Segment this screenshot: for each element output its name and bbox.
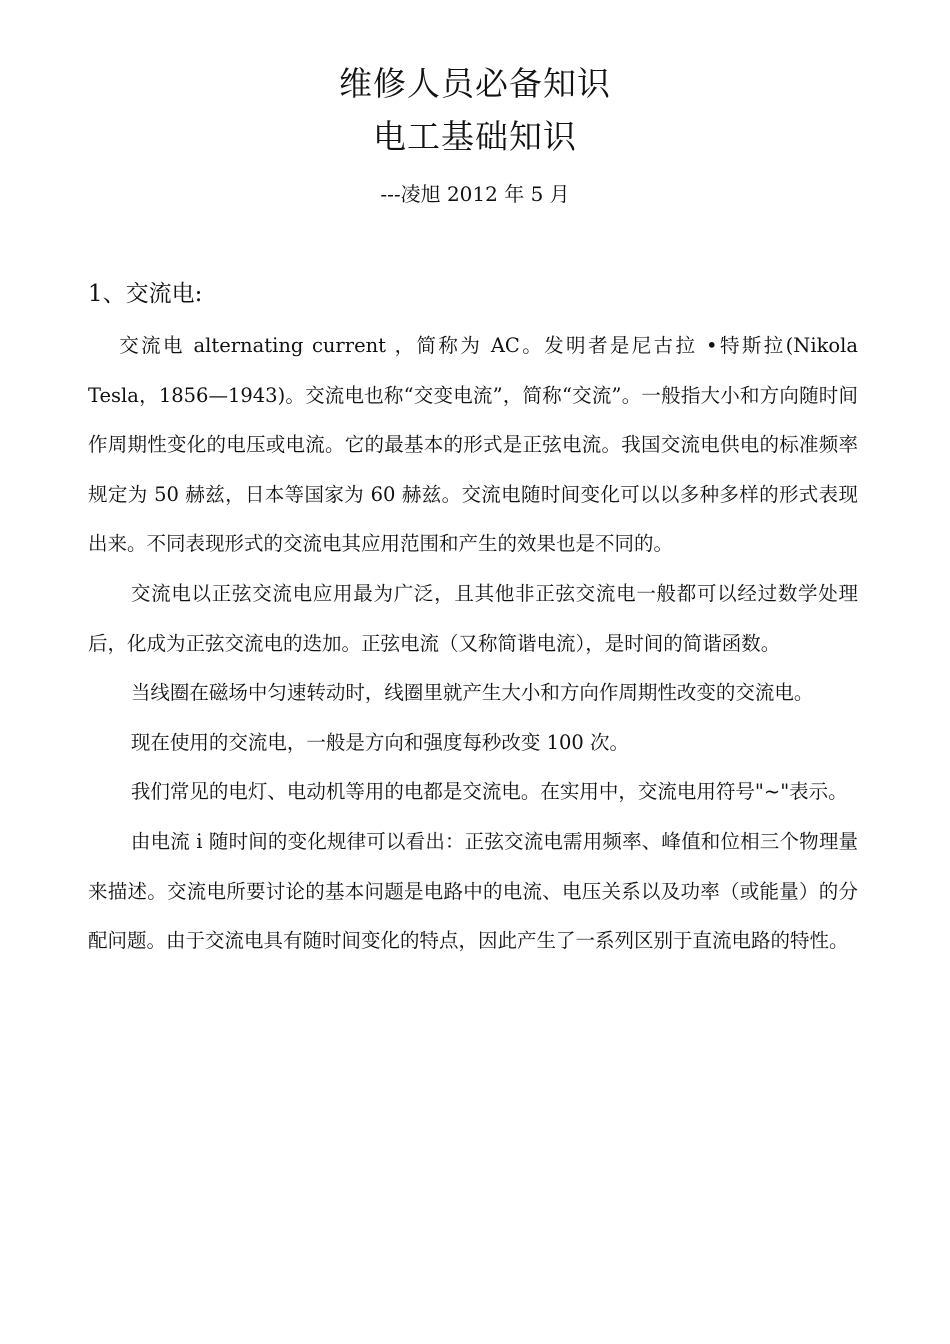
paragraph-2: 交流电以正弦交流电应用最为广泛，且其他非正弦交流电一般都可以经过数学处理后，化成为正弦交流电的迭加。正弦电流（又称简谐电流），是时间的简谐函数。 — [88, 581, 858, 655]
section-heading: 1、交流电: — [88, 281, 203, 307]
paragraph-4: 现在使用的交流电，一般是方向和强度每秒改变 100 次。 — [130, 730, 630, 754]
document-title-line-1: 维修人员必备知识 — [339, 64, 611, 103]
paragraph-3: 当线圈在磁场中匀速转动时，线圈里就产生大小和方向作周期性改变的交流电。 — [130, 681, 814, 705]
body-text — [88, 321, 858, 966]
paragraph-1: 交流电 alternating current ，简称为 AC。发明者是尼古拉 •特斯拉(Nikola Tesla，1856—1943)。交流电也称“交变电流”，简称“交流”。一般指大小和方向随时间作周期性变化的电压或电流。它的最基本的形式是正弦电流。我国交流电供电的标准频率规定为 50 赫兹，日本等国家为 60 赫兹。交流电随时间变化可以以多种多样的形式表现出来。不同表现形式的交流电其应用范围和产生的效果也是不同的。 — [88, 334, 858, 556]
document-title-line-2: 电工基础知识 — [373, 117, 577, 156]
paragraph-5: 我们常见的电灯、电动机等用的电都是交流电。在实用中，交流电用符号"~"表示。 — [130, 780, 848, 804]
paragraph-6: 由电流 i 随时间的变化规律可以看出：正弦交流电需用频率、峰值和位相三个物理量来描述。交流电所要讨论的基本问题是电路中的电流、电压关系以及功率（或能量）的分配问题。由于交流电具有随时间变化的特点，因此产生了一系列区别于直流电路的特性。 — [88, 829, 858, 953]
author-date-line: ---凌旭 2012 年 5 月 — [380, 182, 570, 206]
